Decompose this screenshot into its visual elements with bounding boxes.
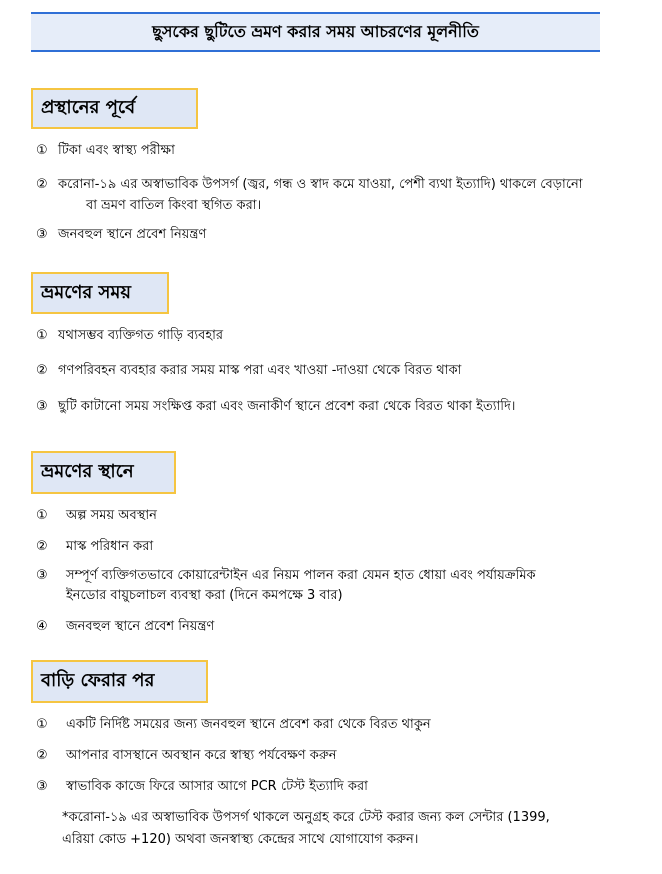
list-item bbox=[36, 361, 636, 381]
item-number: ② bbox=[36, 539, 48, 554]
item-number: ② bbox=[36, 363, 48, 378]
item-number: ③ bbox=[36, 568, 48, 583]
item-number: ③ bbox=[36, 779, 48, 794]
item-text: মাস্ক পরিধান করা bbox=[66, 539, 154, 554]
list-item bbox=[36, 715, 646, 735]
list-item bbox=[36, 617, 636, 637]
item-number: ② bbox=[36, 748, 48, 763]
item-number: ① bbox=[36, 508, 48, 523]
item-text: ছুটি কাটানো সময় সংক্ষিপ্ত করা এবং জনাকীর্ণ স্থানে প্রবেশ করা থেকে বিরত থাকা ইত্যাদি। bbox=[58, 399, 516, 414]
item-text: জনবহুল স্থানে প্রবেশ নিয়ন্ত্রণ bbox=[66, 619, 215, 634]
item-text: যথাসম্ভব ব্যক্তিগত গাড়ি ব্যবহার bbox=[58, 328, 224, 343]
item-text: গণপরিবহন ব্যবহার করার সময় মাস্ক পরা এবং খাওয়া -দাওয়া থেকে বিরত থাকা bbox=[58, 363, 462, 378]
list-item bbox=[36, 537, 636, 557]
item-number: ① bbox=[36, 143, 48, 158]
page-title: ছুসকের ছুটিতে ভ্রমণ করার সময় আচরণের মূলনীতি bbox=[31, 12, 600, 52]
item-number: ① bbox=[36, 717, 48, 732]
item-text: অল্প সময় অবস্থান bbox=[66, 508, 157, 523]
list-item bbox=[36, 326, 636, 346]
list-item bbox=[36, 141, 636, 161]
list-item bbox=[36, 777, 636, 797]
item-text: টিকা এবং স্বাস্থ্য পরীক্ষা bbox=[58, 143, 175, 158]
item-text: জনবহুল স্থানে প্রবেশ নিয়ন্ত্রণ bbox=[58, 227, 207, 242]
list-item bbox=[36, 506, 636, 526]
section-heading-after-return: বাড়ি ফেরার পর bbox=[31, 660, 208, 703]
item-text: স্বাভাবিক কাজে ফিরে আসার আগে PCR টেস্ট ইত্যাদি করা bbox=[66, 779, 368, 794]
list-item bbox=[36, 175, 636, 195]
item-text: করোনা-১৯ এর অস্বাভাবিক উপসর্গ (জ্বর, গন্ধ ও স্বাদ কমে যাওয়া, পেশী ব্যথা ইত্যাদি) থাকলে বেড়ানো bbox=[58, 177, 583, 192]
list-item bbox=[36, 397, 646, 417]
list-item bbox=[36, 746, 636, 766]
item-number: ① bbox=[36, 328, 48, 343]
list-item-continuation: ইনডোর বায়ুচলাচল ব্যবস্থা করা (দিনে কমপক্ষে 3 বার) bbox=[66, 588, 343, 603]
list-item bbox=[36, 225, 636, 245]
section-heading-at-destination: ভ্রমণের স্থানে bbox=[31, 451, 176, 494]
footnote-line-1: *করোনা-১৯ এর অস্বাভাবিক উপসর্গ থাকলে অনুগ্রহ করে টেস্ট করার জন্য কল সেন্টার (1399, bbox=[62, 810, 550, 825]
list-item-continuation: বা ভ্রমণ বাতিল কিংবা স্থগিত করা। bbox=[86, 198, 262, 213]
section-heading-before-departure: প্রস্থানের পূর্বে bbox=[31, 88, 198, 129]
item-number: ④ bbox=[36, 619, 48, 634]
item-number: ② bbox=[36, 177, 48, 192]
list-item bbox=[36, 566, 626, 586]
item-text: একটি নির্দিষ্ট সময়ের জন্য জনবহুল স্থানে প্রবেশ করা থেকে বিরত থাকুন bbox=[66, 717, 431, 732]
item-number: ③ bbox=[36, 399, 48, 414]
item-text: সম্পূর্ণ ব্যক্তিগতভাবে কোয়ারেন্টাইন এর নিয়ম পালন করা যেমন হাত ধোয়া এবং পর্যায়ক্রমিক bbox=[66, 568, 536, 583]
footnote-line-2: এরিয়া কোড +120) অথবা জনস্বাস্থ্য কেন্দ্রের সাথে যোগাযোগ করুন। bbox=[62, 832, 419, 847]
item-number: ③ bbox=[36, 227, 48, 242]
item-text: আপনার বাসস্থানে অবস্থান করে স্বাস্থ্য পর্যবেক্ষণ করুন bbox=[66, 748, 337, 763]
section-heading-during-travel: ভ্রমণের সময় bbox=[31, 272, 169, 314]
